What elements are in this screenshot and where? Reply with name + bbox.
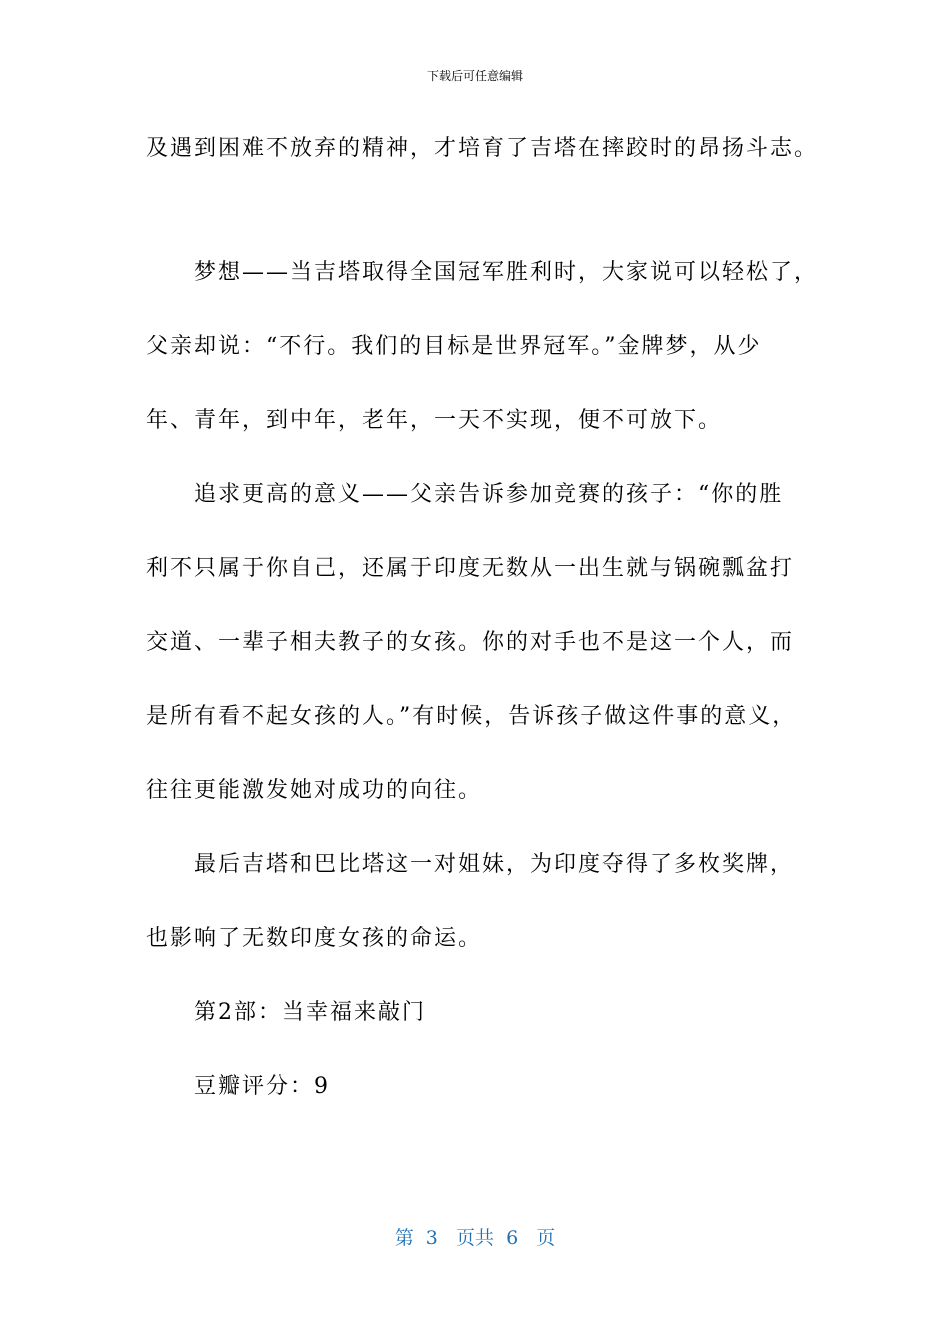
paragraph-line: 也影响了无数印度女孩的命运。: [146, 926, 483, 951]
page-footer: 第 3 页共 6 页: [394, 1227, 556, 1249]
paragraph-line: 及遇到困难不放弃的精神，才培育了吉塔在摔跤时的昂扬斗志。: [146, 136, 819, 161]
paragraph-line: 追求更高的意义——父亲告诉参加竞赛的孩子：“你的胜: [194, 482, 784, 507]
rating-line: 豆瓣评分：9: [194, 1074, 330, 1099]
document-body: [146, 124, 819, 1112]
paragraph-line: 是所有看不起女孩的人。”有时候，告诉孩子做这件事的意义，: [146, 704, 797, 729]
section-title: 第2部：当幸福来敲门: [194, 1000, 426, 1025]
paragraph-line: 交道、一辈子相夫教子的女孩。你的对手也不是这一个人，而: [146, 630, 795, 655]
paragraph-line: 梦想——当吉塔取得全国冠军胜利时，大家说可以轻松了，: [194, 260, 819, 285]
paragraph-line: 最后吉塔和巴比塔这一对姐妹，为印度夺得了多枚奖牌，: [194, 852, 795, 877]
paragraph-line: 父亲却说：“不行。我们的目标是世界冠军。”金牌梦，从少: [146, 334, 762, 359]
paragraph-line: 年、青年，到中年，老年，一天不实现，便不可放下。: [146, 408, 723, 433]
paragraph-line: 往往更能激发她对成功的向往。: [146, 778, 483, 803]
page-header: 下载后可任意编辑: [426, 69, 523, 83]
paragraph-line: 利不只属于你自己，还属于印度无数从一出生就与锅碗瓢盆打: [146, 556, 795, 581]
